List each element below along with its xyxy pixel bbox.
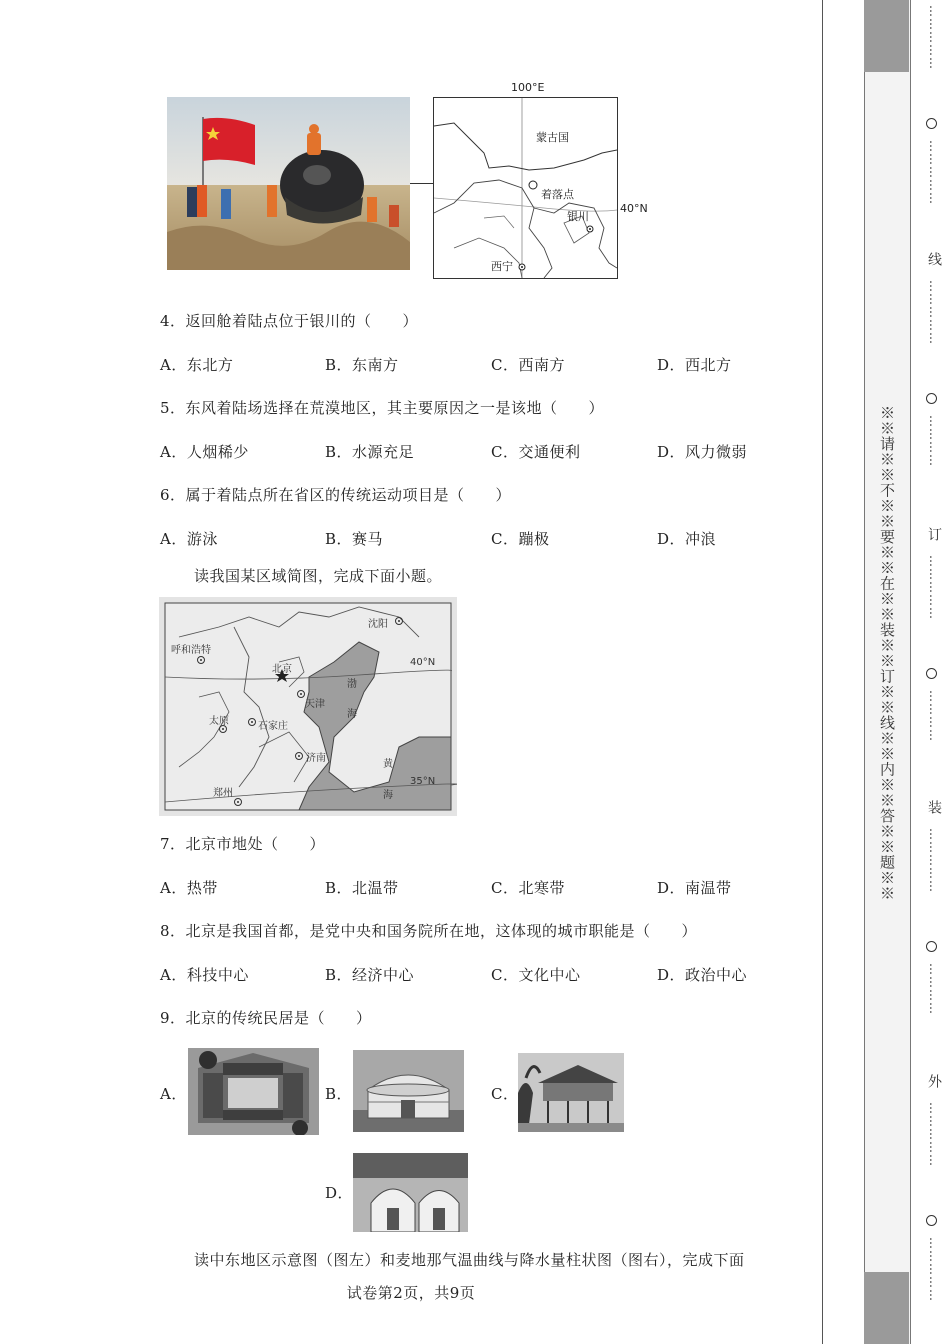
siheyuan-courtyard-photo [188,1048,319,1135]
question-4-stem: 4．返回舱着陆点位于银川的（ ） [160,312,419,330]
question-8-stem: 8．北京是我国首都，是党中央和国务院所在地，这体现的城市职能是（ ） [160,922,698,940]
map2-label-bohai-1: 渤 [347,679,357,690]
binding-dots-9: ⋯⋯⋯⋯⋯ [924,1102,938,1167]
map2-label-hai: 海 [383,790,393,801]
binding-dots-4: ⋯⋯⋯⋯ [924,415,938,467]
question-9-option-d-letter: D． [325,1184,354,1202]
question-5-option-a: A．人烟稀少 [160,443,249,461]
question-5-option-c: C．交通便利 [491,443,581,461]
question-4-option-d: D．西北方 [657,356,732,374]
question-4-option-c: C．西南方 [491,356,565,374]
map2-label-tianjin: 天津 [305,699,325,710]
map2-label-shijiazhuang: 石家庄 [258,721,288,732]
intro-middle-east: 读中东地区示意图（图左）和麦地那气温曲线与降水量柱状图（图右），完成下面 [194,1251,745,1269]
binding-mark-wai: 外 [926,1074,942,1088]
map2-label-huang: 黄 [383,759,393,770]
yurt-photo [353,1050,464,1132]
page-footer: 试卷第2页，共9页 [346,1284,476,1302]
question-6-option-c: C．蹦极 [491,530,550,548]
question-6-option-d: D．冲浪 [657,530,717,548]
question-9-option-c-letter: C． [491,1085,519,1103]
question-8-option-b: B．经济中心 [325,966,415,984]
cave-dwelling-photo [353,1153,468,1232]
map2-label-shenyang: 沈阳 [368,619,388,630]
map2-label-lat35: 35°N [410,776,436,787]
question-6-option-b: B．赛马 [325,530,384,548]
binding-dots-10: ⋯⋯⋯⋯⋯ [924,1237,938,1302]
question-5-option-b: B．水源充足 [325,443,415,461]
binding-dots-7: ⋯⋯⋯⋯⋯ [924,828,938,893]
question-8-option-c: C．文化中心 [491,966,581,984]
question-9-stem: 9．北京的传统民居是（ ） [160,1009,372,1027]
question-5-option-d: D．风力微弱 [657,443,748,461]
binding-circle-4 [926,941,937,952]
map2-label-zhengzhou: 郑州 [213,788,233,799]
intro-region-map: 读我国某区域简图，完成下面小题。 [194,567,443,585]
question-8-option-d: D．政治中心 [657,966,748,984]
binding-border-line [822,0,823,1344]
map-label-latitude: 40°N [620,202,648,215]
binding-dots-5: ⋯⋯⋯⋯⋯ [924,555,938,620]
binding-circle-1 [926,118,937,129]
question-6-option-a: A．游泳 [160,530,218,548]
binding-mark-zhuang: 装 [926,800,942,814]
question-4-option-b: B．东南方 [325,356,399,374]
map-label-longitude: 100°E [511,81,545,94]
question-4-option-a: A．东北方 [160,356,234,374]
binding-bottom-block [864,1272,909,1344]
binding-top-block [864,0,909,72]
binding-dots-2: ⋯⋯⋯⋯⋯ [924,140,938,205]
question-6-stem: 6．属于着陆点所在省区的传统运动项目是（ ） [160,486,512,504]
binding-circle-5 [926,1215,937,1226]
question-7-option-a: A．热带 [160,879,218,897]
map-label-yinchuan: 银川 [567,210,589,223]
landing-location-map [433,97,618,279]
question-8-option-a: A．科技中心 [160,966,249,984]
map-label-mongolia: 蒙古国 [536,131,569,144]
question-9-option-b-letter: B． [325,1085,353,1103]
map2-label-bohai-2: 海 [347,709,357,720]
binding-dots-3: ⋯⋯⋯⋯⋯ [924,280,938,345]
question-5-stem: 5．东风着陆场选择在荒漠地区，其主要原因之一是该地（ ） [160,399,605,417]
binding-mark-ding: 订 [926,527,942,541]
binding-dots-8: ⋯⋯⋯⋯ [924,963,938,1015]
stilt-house-photo [518,1053,624,1132]
question-7-stem: 7．北京市地处（ ） [160,835,326,853]
map2-label-jinan: 济南 [306,753,326,764]
map2-label-taiyuan: 太原 [209,716,229,727]
question-7-option-c: C．北寒带 [491,879,565,897]
question-7-option-d: D．南温带 [657,879,732,897]
map2-label-hohhot: 呼和浩特 [171,645,211,656]
map-label-landing-point: 着落点 [541,188,574,201]
question-9-option-a-letter: A． [160,1085,187,1103]
binding-circle-2 [926,393,937,404]
binding-dots-6: ⋯⋯⋯⋯ [924,690,938,742]
binding-dots-1: ⋯⋯⋯⋯⋯ [924,5,938,70]
binding-circle-3 [926,668,937,679]
map2-label-lat40: 40°N [410,657,436,668]
capsule-landing-photo [167,97,410,270]
map-label-xining: 西宁 [491,260,513,273]
binding-mark-xian: 线 [926,252,942,266]
binding-warning-text: ※※请※※不※※要※※在※※装※※订※※线※※内※※答※※题※※ [878,405,896,901]
map2-label-beijing: 北京 [272,664,292,675]
question-7-option-b: B．北温带 [325,879,399,897]
